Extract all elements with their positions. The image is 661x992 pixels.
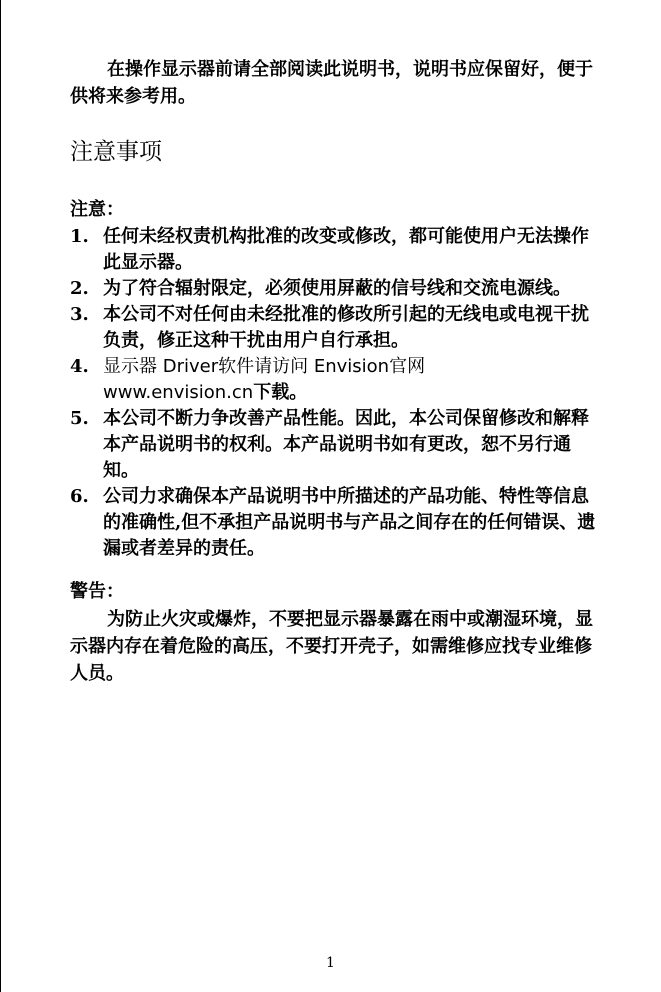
notes-label: 注意： bbox=[70, 199, 124, 220]
list-item bbox=[70, 224, 600, 276]
list-text: 任何未经权责机构批准的改变或修改，都可能使用户无法操作此显示器。 bbox=[103, 226, 589, 273]
list-text: 公司力求确保本产品说明书中所描述的产品功能、特性等信息的准确性,但不承担产品说明书与产品之间存在的任何错误、遗漏或者差异的责任。 bbox=[103, 486, 596, 559]
section-title: 注意事项 bbox=[70, 139, 162, 165]
list-text: 为了符合辐射限定，必须使用屏蔽的信号线和交流电源线。 bbox=[103, 278, 571, 299]
list-text: 本公司不断力争改善产品性能。因此，本公司保留修改和解释本产品说明书的权利。本产品说明书如有更改，恕不另行通知。 bbox=[103, 408, 589, 481]
intro-paragraph: 在操作显示器前请全部阅读此说明书，说明书应保留好，便于供将来参考用。 bbox=[70, 59, 593, 107]
notes-list bbox=[70, 224, 600, 562]
list-item bbox=[70, 484, 600, 562]
list-text: 下载。 bbox=[253, 382, 308, 403]
list-number: 5. bbox=[70, 408, 89, 429]
list-item bbox=[70, 406, 600, 484]
list-item bbox=[70, 354, 600, 406]
list-text: 本公司不对任何由未经批准的修改所引起的无线电或电视干扰负责，修正这种干扰由用户自行承担。 bbox=[103, 304, 589, 351]
warning-label: 警告： bbox=[70, 581, 124, 602]
list-number: 4. bbox=[70, 356, 89, 377]
list-number: 3. bbox=[70, 304, 89, 325]
website-url: www.envision.cn bbox=[103, 382, 254, 403]
page-left-border bbox=[0, 0, 1, 992]
list-item bbox=[70, 276, 600, 302]
list-number: 6. bbox=[70, 486, 89, 507]
list-number: 1. bbox=[70, 226, 89, 247]
warning-paragraph: 为防止火灾或爆炸，不要把显示器暴露在雨中或潮湿环境，显示器内存在着危险的高压，不要打开壳子，如需维修应找专业维修人员。 bbox=[70, 609, 593, 684]
list-number: 2. bbox=[70, 278, 89, 299]
page-number: 1 bbox=[326, 955, 335, 971]
document-page bbox=[70, 56, 600, 687]
list-text: 显示器 Driver软件请访问 Envision官网 bbox=[103, 356, 426, 377]
list-item bbox=[70, 302, 600, 354]
